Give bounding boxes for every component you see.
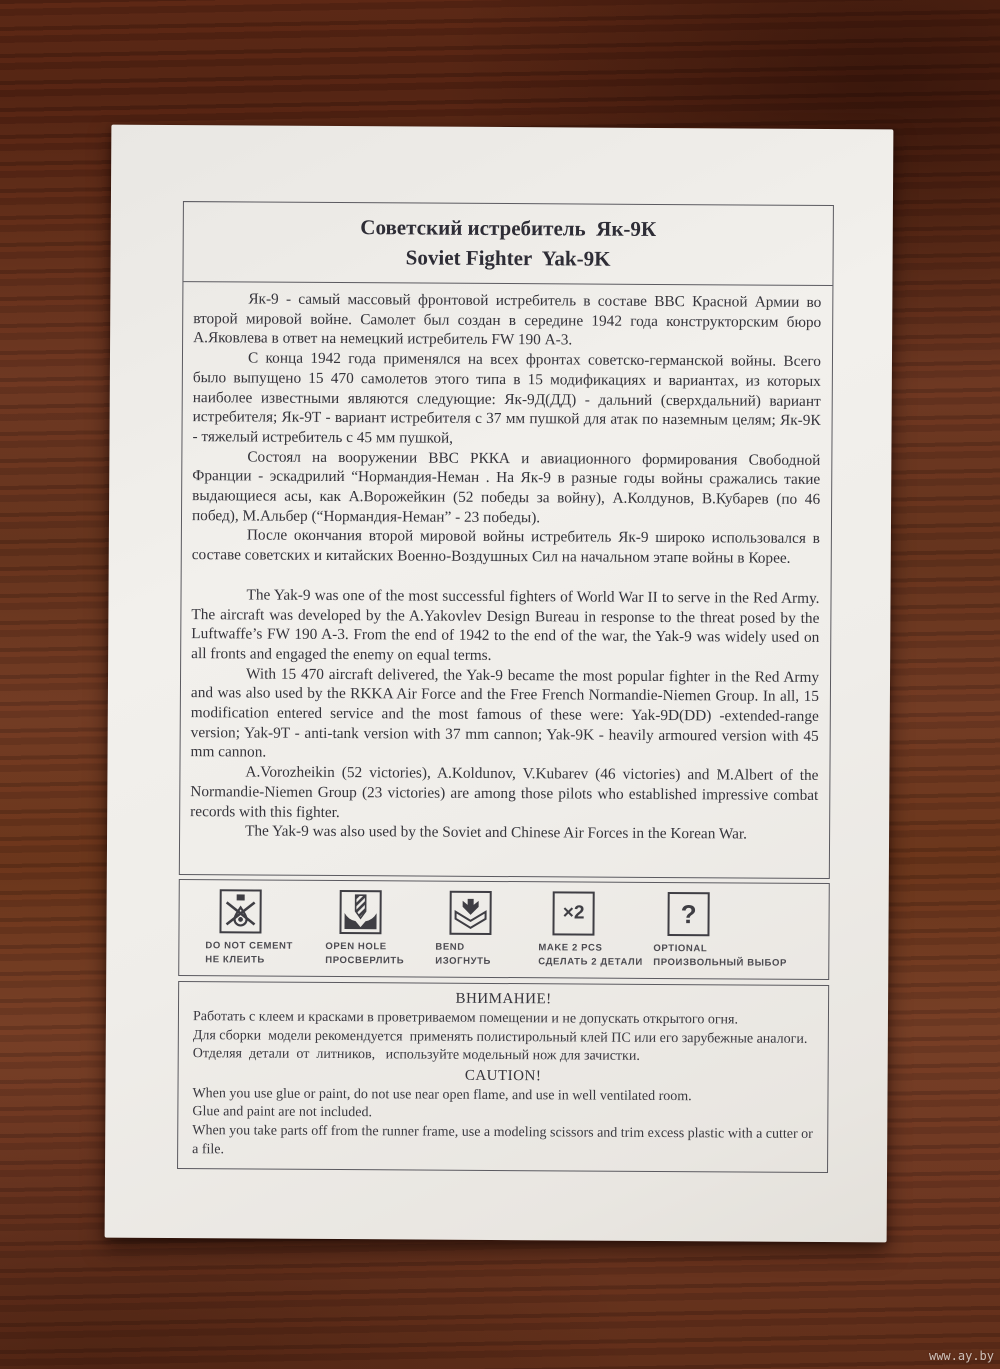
caution-line-en-1: When you use glue or paint, do not use near open flame, and use in well ventilated room. bbox=[192, 1085, 692, 1104]
symbol-label-ru: НЕ КЛЕИТЬ bbox=[205, 953, 265, 966]
paragraph-ru-4: После окончания второй мировой войны истребитель Як-9 широко использовался в составе советских и китайских Военно-Воздушных Сил на начальном этапе войны в Корее. bbox=[191, 526, 820, 567]
caution-line-en-3: When you take parts off from the runner frame, use a modeling scissors and trim excess plastic with a cutter or a file. bbox=[192, 1123, 817, 1157]
symbol-labels bbox=[538, 941, 653, 969]
paragraph-ru-1: Як-9 - самый массовый фронтовой истребитель в составе ВВС Красной Армии во второй мировой войне. Самолет был создан в середине 1942 года конструкторским бюро А.Яковлева в ответ на немецкий истребитель FW 190 А-3. bbox=[193, 290, 822, 349]
symbol-label-en: DO NOT CEMENT bbox=[205, 940, 293, 952]
symbol-label-ru: СДЕЛАТЬ 2 ДЕТАЛИ bbox=[538, 955, 643, 968]
symbol-bend bbox=[435, 891, 538, 969]
paragraph-ru-2: С конца 1942 года применялся на всех фронтах советско-германской войны. Всего было выпущено 15 470 самолетов этого типа в 15 модификациях и вариантах, из которых наиболее известными являются следующие: Як-9Д(ДД) - дальний (сверхдальний) вариант истребителя; Як-9Т - вариант истребителя с 37 мм пушкой для атак по наземным целям; Як-9К - тяжелый истребитель с 45 мм пушкой, bbox=[192, 349, 822, 447]
question-glyph: ? bbox=[680, 898, 697, 929]
symbol-label-ru: ИЗОГНУТЬ bbox=[435, 955, 491, 967]
symbol-open-hole bbox=[325, 890, 435, 968]
page-title-english: Soviet Fighter Yak-9K bbox=[405, 245, 611, 271]
symbol-labels bbox=[653, 942, 823, 970]
symbol-labels bbox=[205, 939, 325, 967]
paragraph-en-4: The Yak-9 was also used by the Soviet and Chinese Air Forces in the Korean War. bbox=[245, 822, 748, 843]
symbol-labels bbox=[435, 941, 538, 969]
title-section bbox=[183, 202, 832, 286]
caution-line-ru-2: Для сборки модели рекомендуется применять полистирольный клей ПС или его зарубежные аналоги. bbox=[192, 1027, 808, 1047]
attention-heading-ru: ВНИМАНИЕ! bbox=[455, 990, 552, 1008]
caution-line-ru-1: Работать с клеем и красками в проветриваемом помещении и не допускать открытого огня. bbox=[192, 1009, 739, 1028]
symbol-label-en: OPEN HOLE bbox=[325, 940, 387, 953]
assembly-symbols-legend bbox=[178, 879, 830, 980]
caution-heading-en: CAUTION! bbox=[464, 1067, 542, 1085]
symbol-optional bbox=[653, 892, 823, 970]
symbol-label-en: OPTIONAL bbox=[653, 942, 708, 955]
make-2-pcs-icon bbox=[552, 891, 594, 935]
watermark: www.ay.by bbox=[928, 1349, 994, 1363]
symbol-label-en: BEND bbox=[435, 941, 465, 953]
title-and-description-box bbox=[179, 201, 834, 879]
bend-icon bbox=[449, 891, 491, 935]
symbol-do-not-cement bbox=[205, 889, 325, 967]
description-text bbox=[180, 282, 833, 878]
open-hole-icon bbox=[339, 890, 381, 934]
paragraph-ru-3: Состоял на вооружении ВВС РККА и авиационного формирования Свободной Франции - эскадрилий “Нормандия-Неман . На Як-9 в разные годы войны сражались такие выдающиеся асы, как А.Ворожейкин (52 победы за войну), А.Колдунов, В.Кубарев (по 46 побед), М.Альбер (“Нормандия-Неман” - 23 победы). bbox=[191, 448, 821, 526]
instruction-sheet bbox=[105, 125, 894, 1243]
sheet-content bbox=[177, 201, 834, 1173]
symbol-label-ru: ПРОИЗВОЛЬНЫЙ ВЫБОР bbox=[653, 956, 787, 969]
symbol-labels bbox=[325, 940, 435, 968]
caution-line-en-2: Glue and paint are not included. bbox=[192, 1104, 373, 1121]
symbol-label-en: MAKE 2 PCS bbox=[538, 942, 603, 954]
x2-glyph: ×2 bbox=[562, 902, 585, 924]
optional-icon bbox=[667, 892, 709, 936]
paragraph-en-3: A.Vorozheikin (52 victories), A.Koldunov, V.Kubarev (46 victories) and M.Albert of the Normandie-Niemen Group (23 victories) are among those pilots who established impressive combat records with this fighter. bbox=[190, 763, 819, 821]
paragraph-en-2: With 15 470 aircraft delivered, the Yak-9 became the most popular fighter in the Red Army and was also used by the RKKA Air Force and the Free French Normandie-Niemen Group. In all, 15 modification entered service and the most famous of these were: Yak-9D(DD) -extended-range version; Yak-9T - anti-tank version with 37 mm cannon; Yak-9K - heavily armoured version with 45 mm cannon. bbox=[190, 665, 820, 762]
symbol-label-ru: ПРОСВЕРЛИТЬ bbox=[325, 954, 405, 966]
paragraph-en-1: The Yak-9 was one of the most successful fighters of World War II to serve in the Red Army. The aircraft was developed by the A.Yakovlev Design Bureau in response to the threat posed by the Luftwaffe’s FW 190 A-3. From the end of 1942 to the end of the war, the Yak-9 was widely used on all fronts and engaged the enemy on equal terms. bbox=[191, 586, 820, 664]
caution-box bbox=[177, 981, 829, 1173]
do-not-cement-icon bbox=[219, 889, 261, 933]
symbol-make-2-pcs bbox=[538, 891, 653, 969]
page-title-russian: Советский истребитель Як-9К bbox=[360, 215, 657, 241]
caution-line-ru-3: Отделяя детали от литников, используйте модельный нож для зачистки. bbox=[192, 1046, 640, 1065]
